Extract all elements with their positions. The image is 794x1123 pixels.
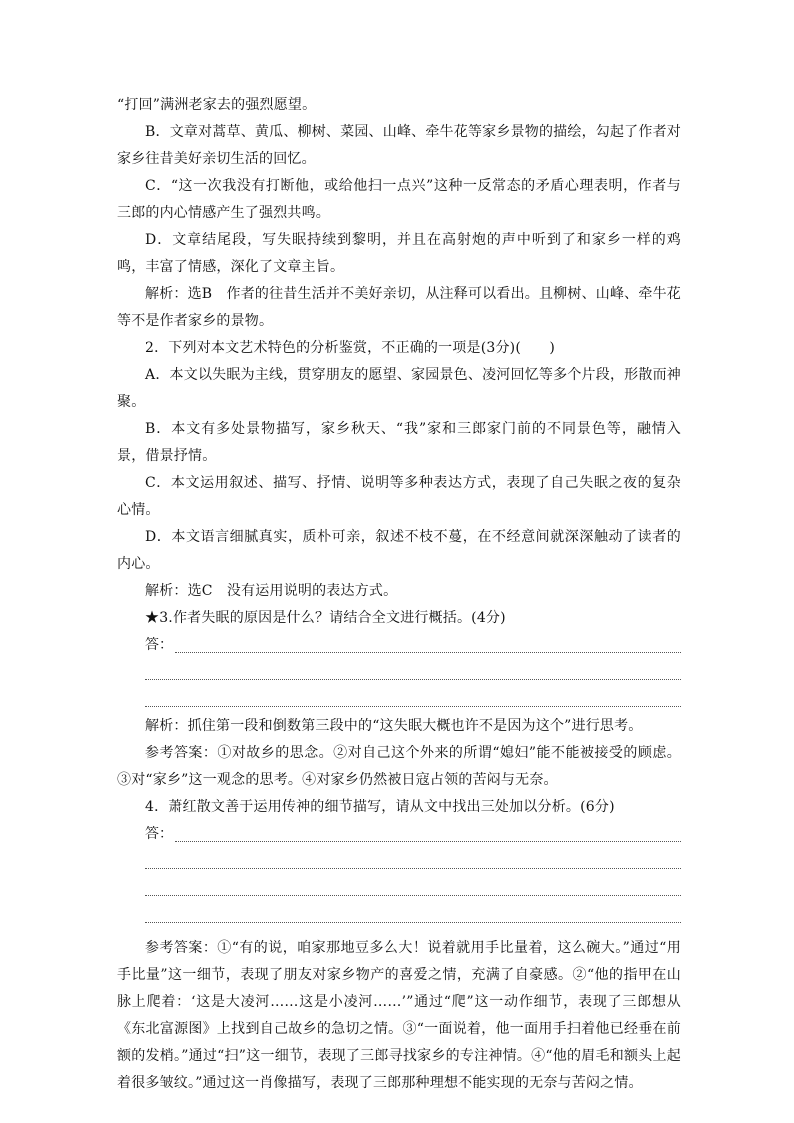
q3-answer-line-2[interactable]	[145, 653, 681, 680]
q2-option-c: C．本文运用叙述、描写、抒情、说明等多种表达方式，表现了自己失眠之夜的复杂心情。	[117, 475, 681, 518]
option-a-continuation: “打回”满洲老家去的强烈愿望。	[117, 97, 317, 113]
q2-option-d: D．本文语言细腻真实，质朴可亲，叙述不枝不蔓，在不经意间就深深触动了读者的内心。	[117, 529, 681, 572]
q3-answer-line-3[interactable]	[145, 680, 681, 707]
q3-reference-answer: 参考答案：①对故乡的思念。②对自己这个外来的所谓“媳妇”能不能被接受的顾虑。③对“家乡”这一观念的思考。④对家乡仍然被日寇占领的苦闷与无奈。	[117, 745, 681, 788]
q2-question: 2．下列对本文艺术特色的分析鉴赏，不正确的一项是(3分)( )	[145, 340, 556, 356]
q4-question: 4．萧红散文善于运用传神的细节描写，请从文中找出三处加以分析。(6分)	[145, 799, 615, 815]
q2-option-a: A．本文以失眠为主线，贯穿朋友的愿望、家园景色、凌河回忆等多个片段，形散而神聚。	[117, 367, 681, 410]
q3-answer-label: 答：	[145, 637, 173, 653]
document-page	[117, 92, 681, 1097]
q1-option-d: D．文章结尾段，写失眠持续到黎明，并且在高射炮的声中听到了和家乡一样的鸡鸣，丰富了情感，深化了文章主旨。	[117, 232, 681, 275]
q3-question: ★3.作者失眠的原因是什么？请结合全文进行概括。(4分)	[145, 610, 506, 626]
q4-answer-label: 答：	[145, 826, 173, 842]
q2-analysis: 解析：选C 没有运用说明的表达方式。	[145, 583, 398, 599]
q4-answer-line-4[interactable]	[145, 896, 681, 923]
q4-answer-line-2[interactable]	[145, 842, 681, 869]
q4-answer-line-1[interactable]	[175, 823, 681, 842]
q4-reference-answer: 参考答案：①“有的说，咱家那地豆多么大！说着就用手比量着，这么碗大。”通过“用手比量”这一细节，表现了朋友对家乡物产的喜爱之情，充满了自豪感。②“他的指甲在山脉上爬着：‘这是大凌河……这是小凌河……’”通过“爬”这一动作细节，表现了三郎想从《东北富源图》上找到自己故乡的急切之情。③“一面说着，他一面用手扫着他已经垂在前额的发梢。”通过“扫”这一细节，表现了三郎寻找家乡的专注神情。④“他的眉毛和额头上起着很多皱纹。”通过这一肖像描写，表现了三郎那种理想不能实现的无奈与苦闷之情。	[117, 940, 681, 1091]
q3-analysis: 解析：抓住第一段和倒数第三段中的“这失眠大概也许不是因为这个”进行思考。	[145, 718, 643, 734]
q4-answer-line-3[interactable]	[145, 869, 681, 896]
q1-option-c: C．“这一次我没有打断他，或给他扫一点兴”这种一反常态的矛盾心理表明，作者与三郎的内心情感产生了强烈共鸣。	[117, 178, 681, 221]
q1-analysis: 解析：选B 作者的往昔生活并不美好亲切，从注释可以看出。且柳树、山峰、牵牛花等不是作者家乡的景物。	[117, 286, 681, 329]
q3-answer-line-1[interactable]	[175, 634, 681, 653]
q2-option-b: B．本文有多处景物描写，家乡秋天、“我”家和三郎家门前的不同景色等，融情入景，借景抒情。	[117, 421, 681, 464]
q1-option-b: B．文章对蒿草、黄瓜、柳树、菜园、山峰、牵牛花等家乡景物的描绘，勾起了作者对家乡往昔美好亲切生活的回忆。	[117, 124, 681, 167]
